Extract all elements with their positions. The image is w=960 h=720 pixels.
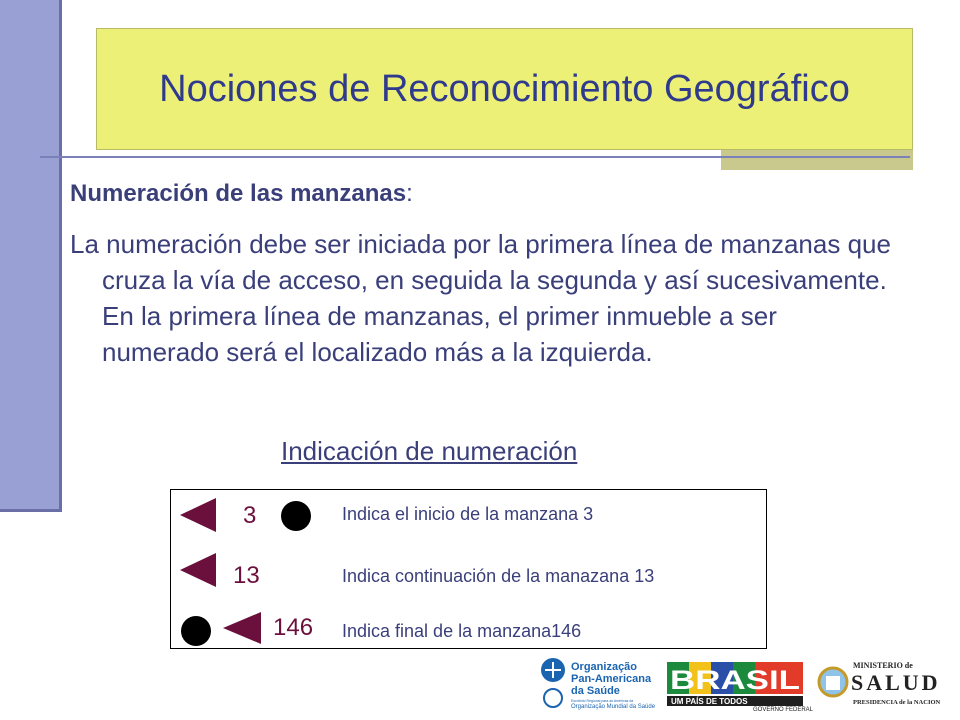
continuation-marker-triangle-icon [180, 553, 216, 587]
ops-line2: Pan-Americana [571, 673, 652, 685]
ops-small1: Escritório Regional para as Américas da [571, 699, 634, 703]
legend-description-end: Indica final de la manzana146 [342, 621, 582, 641]
indication-title: Indicación de numeración [281, 436, 578, 466]
ministerio-salud-logo [817, 656, 952, 712]
start-marker-triangle-icon [180, 498, 216, 532]
legend-description-continuation: Indica continuación de la manazana 13 [342, 566, 655, 586]
slide-title: Nociones de Reconocimiento Geográfico [159, 67, 850, 110]
ops-line1: Organização [571, 661, 638, 673]
legend-number-continuation: 13 [233, 562, 260, 589]
title-shadow [721, 150, 913, 170]
left-decorative-bar [0, 0, 62, 512]
salud-presidencia: PRESIDENCIA de la NACION [853, 699, 941, 706]
footer-logos [535, 654, 955, 714]
ops-small2: Organização Mundial da Saúde [571, 704, 656, 710]
legend-box [170, 489, 767, 649]
subheading [70, 180, 413, 208]
end-dot-icon [181, 616, 211, 646]
title-divider [40, 156, 910, 158]
start-dot-icon [281, 501, 311, 531]
subheading-text: Numeración de las manzanas [70, 180, 407, 207]
brasil-word: BRASIL [670, 665, 800, 695]
legend-number-start: 3 [243, 502, 257, 529]
ops-line3: da Saúde [571, 685, 620, 697]
brasil-tagline: UM PAÍS DE TODOS [671, 697, 748, 706]
brasil-gov: GOVERNO FEDERAL [753, 707, 814, 713]
salud-ministerio: MINISTERIO de [853, 661, 913, 670]
end-marker-triangle-icon [223, 612, 261, 644]
legend-description-start: Indica el inicio de la manzana 3 [342, 504, 594, 524]
title-box [96, 28, 913, 150]
body-paragraph: La numeración debe ser iniciada por la primera línea de manzanas que cruza la vía de acceso, en seguida la segunda y así sucesivamente. En la primera línea de manzanas, el primer inmueble a ser numerado será el localizado más a la izquierda. [70, 229, 891, 367]
legend-number-end: 146 [273, 614, 314, 641]
brasil-logo [667, 658, 814, 713]
salud-word: SALUD [851, 670, 941, 695]
subheading-colon: : [406, 180, 413, 207]
ops-logo [539, 656, 659, 710]
